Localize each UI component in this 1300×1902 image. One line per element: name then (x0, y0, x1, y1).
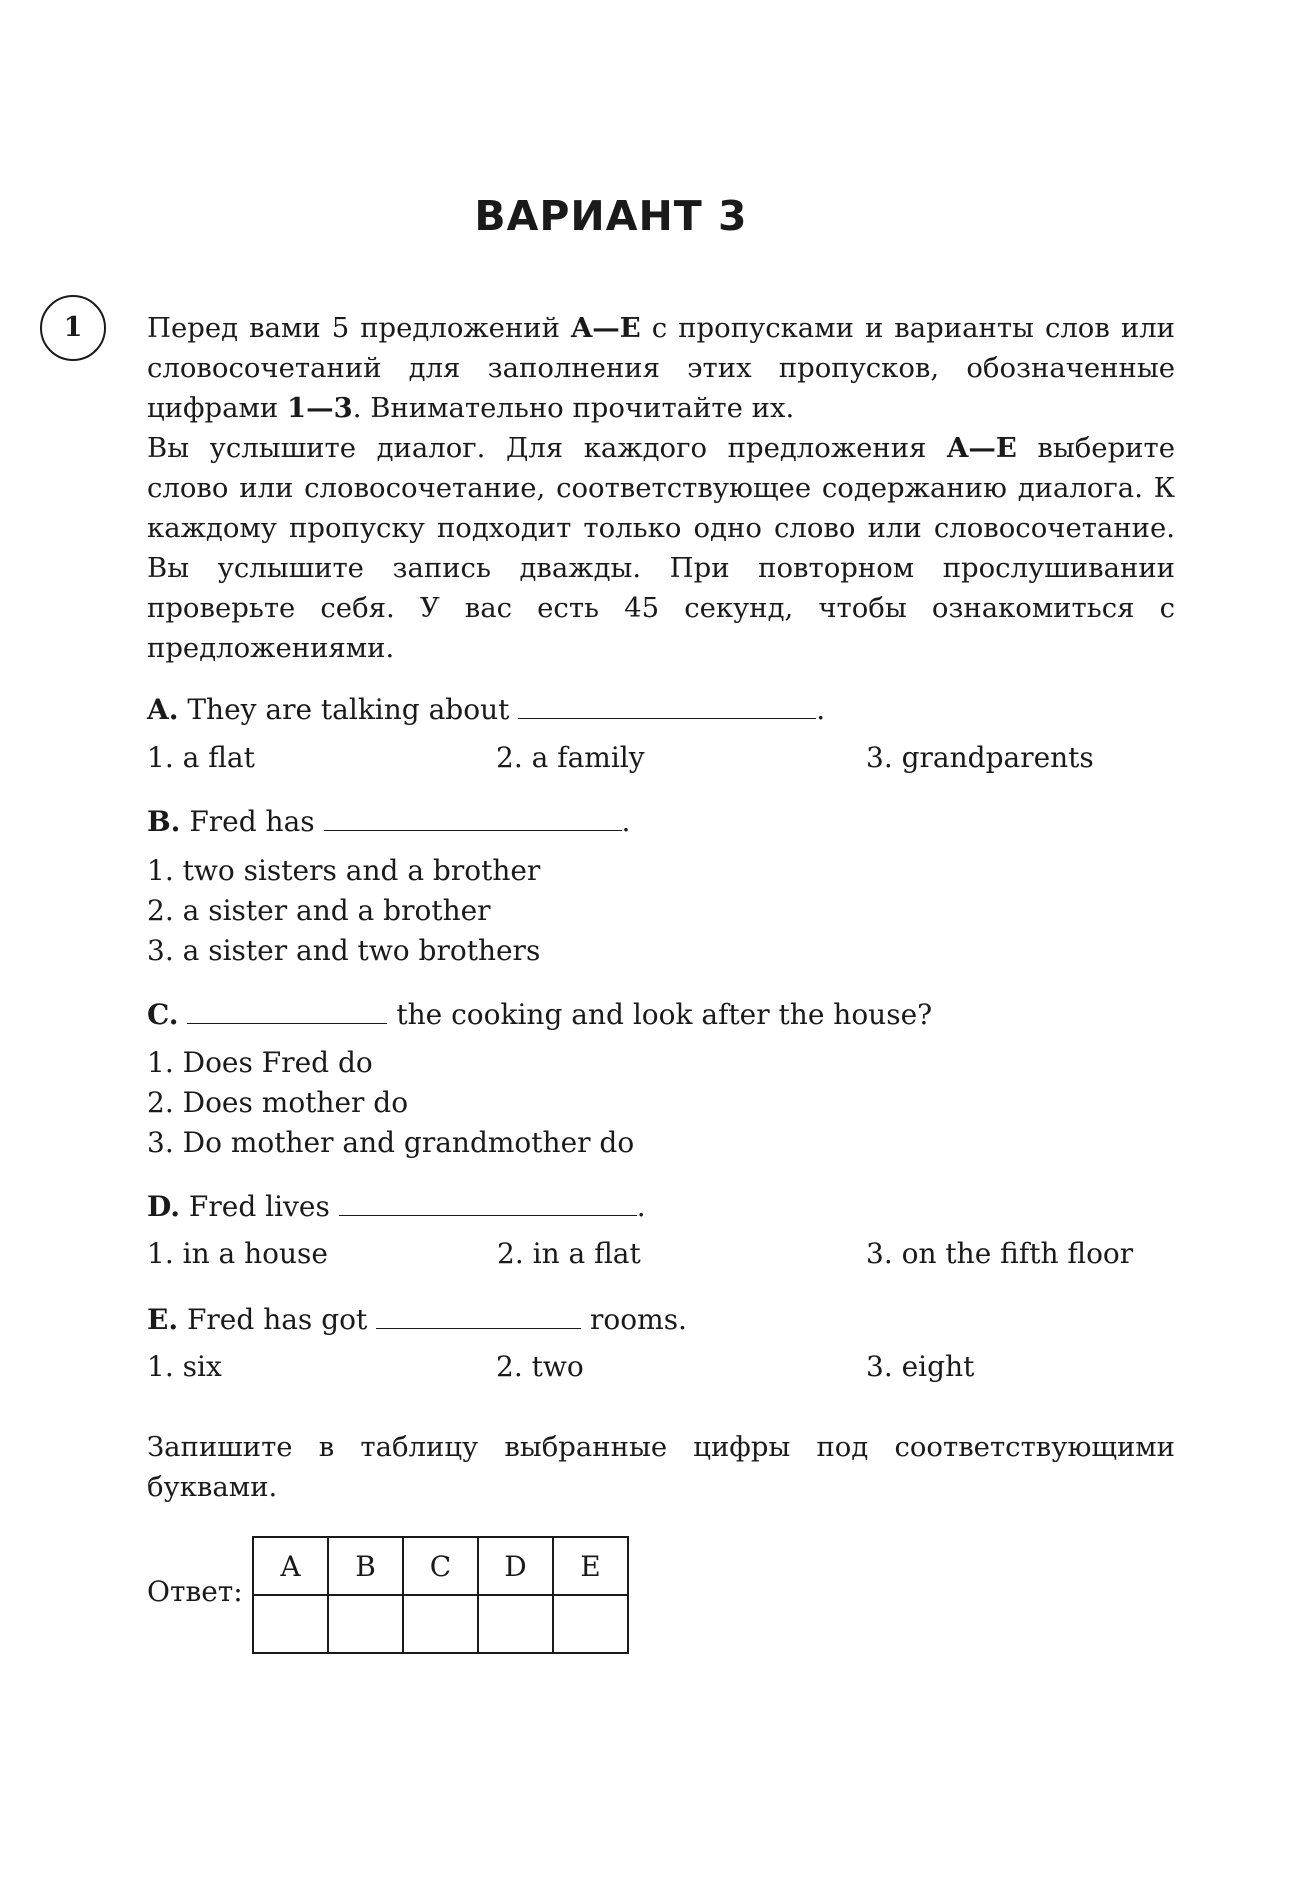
question-letter: E. (147, 1303, 179, 1336)
answer-header-e: E (553, 1537, 628, 1595)
answer-cell-e[interactable] (553, 1595, 628, 1653)
table-instructions: Запишите в таблицу выбранные цифры под соответствующими буквами. (147, 1431, 1175, 1503)
answer-header-b: B (328, 1537, 403, 1595)
option[interactable]: 3. on the fifth floor (866, 1237, 1134, 1270)
answer-header-d: D (478, 1537, 553, 1595)
option[interactable]: 1. six (147, 1350, 222, 1383)
option[interactable]: 2. in a flat (497, 1237, 641, 1270)
option[interactable]: 1. a flat (147, 741, 255, 774)
answer-cell-a[interactable] (253, 1595, 328, 1653)
question-letter: C. (147, 998, 179, 1031)
answer-blank (376, 1302, 581, 1329)
answer-header-c: C (403, 1537, 478, 1595)
question-letter: A. (147, 693, 179, 726)
task-number-badge: 1 (40, 295, 106, 361)
answer-blank (324, 804, 622, 831)
option[interactable]: 3. grandparents (866, 741, 1094, 774)
option[interactable]: 1. in a house (147, 1237, 328, 1270)
question-letter: B. (147, 805, 181, 838)
question-letter: D. (147, 1190, 181, 1223)
answer-label: Ответ: (147, 1575, 243, 1608)
answer-table-header-row (253, 1537, 628, 1595)
instructions-paragraph-1: Перед вами 5 предложений A—E с пропусками и варианты слов или словосочетаний для заполнения этих пропусков, обозначенные цифрами 1—3. Внимательно прочитайте их. (147, 312, 1175, 424)
question-e: E. Fred has got rooms. (147, 1303, 687, 1336)
question-b: B. Fred has . (147, 805, 631, 838)
answer-blank (187, 997, 387, 1024)
option[interactable]: 2. a sister and a brother (147, 894, 491, 927)
option[interactable]: 1. two sisters and a brother (147, 854, 541, 887)
answer-header-a: A (253, 1537, 328, 1595)
answer-table-input-row (253, 1595, 628, 1653)
answer-blank (339, 1189, 637, 1216)
instructions-paragraph-2: Вы услышите диалог. Для каждого предложения A—E выберите слово или словосочетание, соответствующее содержанию диалога. К каждому пропуску подходит только одно слово или словосочетание. Вы услышите запись дважды. При повторном прослушивании проверьте себя. У вас есть 45 секунд, чтобы ознакомиться с предложениями. (147, 432, 1175, 664)
answer-table (252, 1536, 629, 1654)
question-d: D. Fred lives . (147, 1190, 646, 1223)
option[interactable]: 2. a family (496, 741, 645, 774)
option[interactable]: 1. Does Fred do (147, 1046, 373, 1079)
option[interactable]: 3. Do mother and grandmother do (147, 1126, 635, 1159)
option[interactable]: 3. eight (866, 1350, 975, 1383)
answer-cell-b[interactable] (328, 1595, 403, 1653)
answer-blank (518, 692, 816, 719)
task-instructions (147, 308, 1175, 668)
option[interactable]: 2. two (496, 1350, 584, 1383)
question-c: C. the cooking and look after the house? (147, 998, 933, 1031)
answer-cell-d[interactable] (478, 1595, 553, 1653)
option[interactable]: 2. Does mother do (147, 1086, 409, 1119)
question-a: A. They are talking about . (147, 693, 826, 726)
page-title: ВАРИАНТ 3 (474, 192, 748, 240)
option[interactable]: 3. a sister and two brothers (147, 934, 541, 967)
answer-cell-c[interactable] (403, 1595, 478, 1653)
